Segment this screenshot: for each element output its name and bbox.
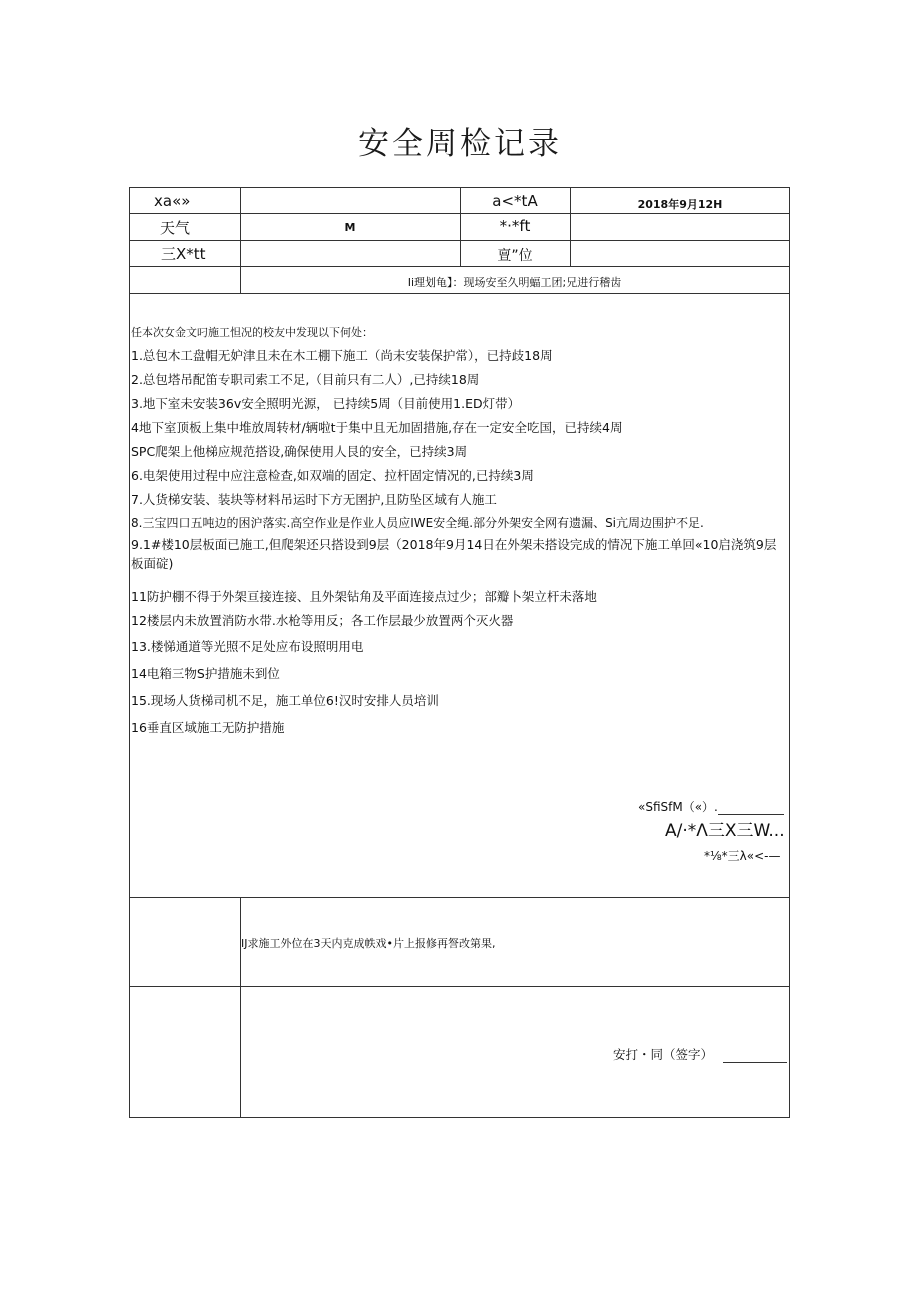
finding-item: 9.1#楼10层板面已施工,但爬架还只搭设到9层（2018年9月14日在外架未搭设完成的情况下施工单回«10启浇筑9层板面碇) (131, 537, 777, 571)
finding-item: 4地下室顶板上集中堆放周转材/辆啦t于集中且无加固措施,存在一定安全吃国，已持续4周 (131, 420, 623, 435)
row-divider (130, 897, 789, 898)
footer-signature-label: 安打・同（签字） (613, 1047, 714, 1062)
inspector-signature-label: «SfiSfM（«）. (638, 800, 718, 814)
header-label-inspector: *·*ft (499, 217, 531, 235)
row-divider (130, 293, 789, 294)
finding-item: 3.地下室未安装36v安全照明光源， 已持续5周（目前使用1.ED灯带） (131, 396, 521, 411)
page-title: 安全周检记录 (358, 126, 562, 162)
header-value-weather: M (344, 221, 356, 234)
date-signature-line: *⅛*三λ«<-— (704, 849, 781, 863)
footer-signature-line (613, 1045, 787, 1063)
header-value-date: 2018年9月12H (637, 198, 723, 211)
findings-intro: 任本次女金文叼施工怛况的校友中发现以下何处： (131, 326, 373, 339)
header-label-date: a<*tA (492, 192, 538, 210)
row-divider (130, 986, 789, 987)
finding-item: 8.三宝四口五吨边的困沪落实.高空作业是作业人员应IWE安全绳.部分外架安全网有遗漏、Si亢周边围护不足. (131, 516, 704, 530)
finding-item: 7.人货梯安装、装块等材料吊运时下方无圉护,且防坠区域有人施工 (131, 492, 497, 507)
inspection-subject: Ii理划龟】：现场安至久明蝠工团;兄进行稽齿 (407, 276, 622, 289)
finding-item: 14电箱三物S护措施未到位 (131, 666, 280, 681)
rectification-requirement: IJ求施工外位在3天内克成帙戏•片上报修再詧改第果, (241, 937, 496, 950)
signature-underline (723, 1047, 787, 1063)
finding-item: 12楼层内未放置消防水带.水枪等用反；各工作层最少放置两个灭火器 (131, 613, 514, 628)
header-label-project: xa«» (154, 192, 191, 210)
finding-item: 6.电架使用过程中应注意检查,如双端的固定、拉杆固定情况的,已持续3周 (131, 468, 534, 483)
finding-item: 16垂直区域施工无防护措施 (131, 720, 285, 735)
inspection-form (129, 187, 790, 1118)
header-label-participants: 三X*tt (161, 245, 206, 263)
inspector-signature-line (638, 798, 784, 815)
finding-item: SPC爬架上他梯应规范搭设,确保使用人艮的安全，已持续3周 (131, 444, 468, 459)
finding-item: 15.现场人货梯司机不足，施工单位6!汉时安排人员培训 (131, 693, 439, 708)
row-divider (130, 266, 789, 267)
header-label-weather: 天气 (160, 219, 191, 237)
finding-item: 13.楼悌通道等光照不足处应布设照明用电 (131, 639, 364, 654)
signature-underline (718, 800, 784, 815)
unit-signature-line: A/·*Λ三X三W... (665, 821, 785, 841)
finding-item: 2.总包塔吊配笛专职司索工不足,（目前只有二人）,已持续18周 (131, 372, 480, 387)
finding-item: 11防护棚不得于外架亘接连接、且外架钻角及平面连接点过少；部瓣卜架立杆未落地 (131, 589, 597, 604)
column-divider (240, 897, 241, 1117)
header-label-unit: 亶”位 (497, 248, 533, 264)
finding-item: 1.总包木工盘帽无妒津且未在木工棚下施工（尚未安装保护常），已持歧18周 (131, 348, 553, 363)
